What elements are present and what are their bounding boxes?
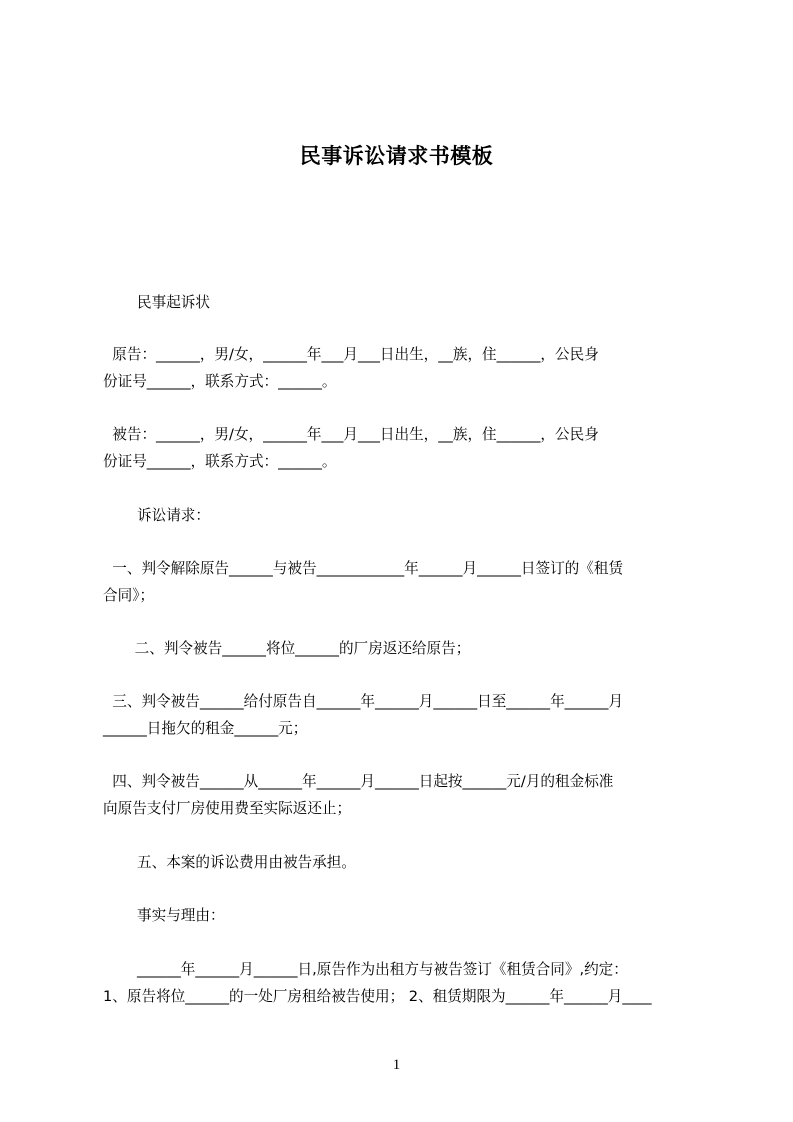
plaintiff-line-1: 原告：______，男/女，______年___月___日出生，__族，住______，公民身: [103, 346, 599, 363]
claim-5-paragraph: 五、本案的诉讼费用由被告承担。: [137, 854, 356, 871]
defendant-line-1: 被告：______，男/女，______年___月___日出生，__族，住______，公民身: [103, 426, 599, 443]
document-title: 民事诉讼请求书模板: [299, 144, 494, 168]
page-number: 1: [392, 1057, 401, 1073]
claim-1-line-2: 合同》；: [103, 587, 155, 604]
claim-4-line-2: 向原告支付厂房使用费至实际返还止；: [103, 800, 352, 817]
defendant-paragraph: [103, 421, 699, 475]
claim-3-paragraph: [103, 688, 699, 742]
claim-1-paragraph: [103, 555, 699, 609]
claim-4-paragraph: [103, 768, 699, 822]
claims-heading: 诉讼请求：: [137, 507, 210, 524]
facts-heading: 事实与理由：: [137, 907, 225, 924]
claim-3-line-1: 三、判令被告______给付原告自______年______月______日至______年______月: [103, 693, 624, 710]
plaintiff-paragraph: [103, 341, 699, 395]
claim-1-line-1: 一、判令解除原告______与被告____________年______月______日签订的《租赁: [103, 560, 624, 577]
complaint-heading: 民事起诉状: [137, 294, 210, 311]
facts-line-2: 1、原告将位______的一处厂房租给被告使用； 2、租赁期限为______年______月____: [103, 988, 652, 1005]
claim-3-line-2: ______日拖欠的租金______元；: [103, 720, 308, 737]
facts-paragraph: [103, 956, 699, 1010]
facts-line-1: ______年______月______日,原告作为出租方与被告签订《租赁合同》,约定：: [137, 961, 628, 978]
claim-2-paragraph: 二、判令被告______将位______的厂房返还给原告；: [130, 640, 471, 657]
plaintiff-line-2: 份证号______，联系方式：______。: [103, 373, 337, 390]
claim-4-line-1: 四、判令被告______从______年______月______日起按______元/月的租金标准: [103, 773, 614, 790]
defendant-line-2: 份证号______，联系方式：______。: [103, 453, 337, 470]
